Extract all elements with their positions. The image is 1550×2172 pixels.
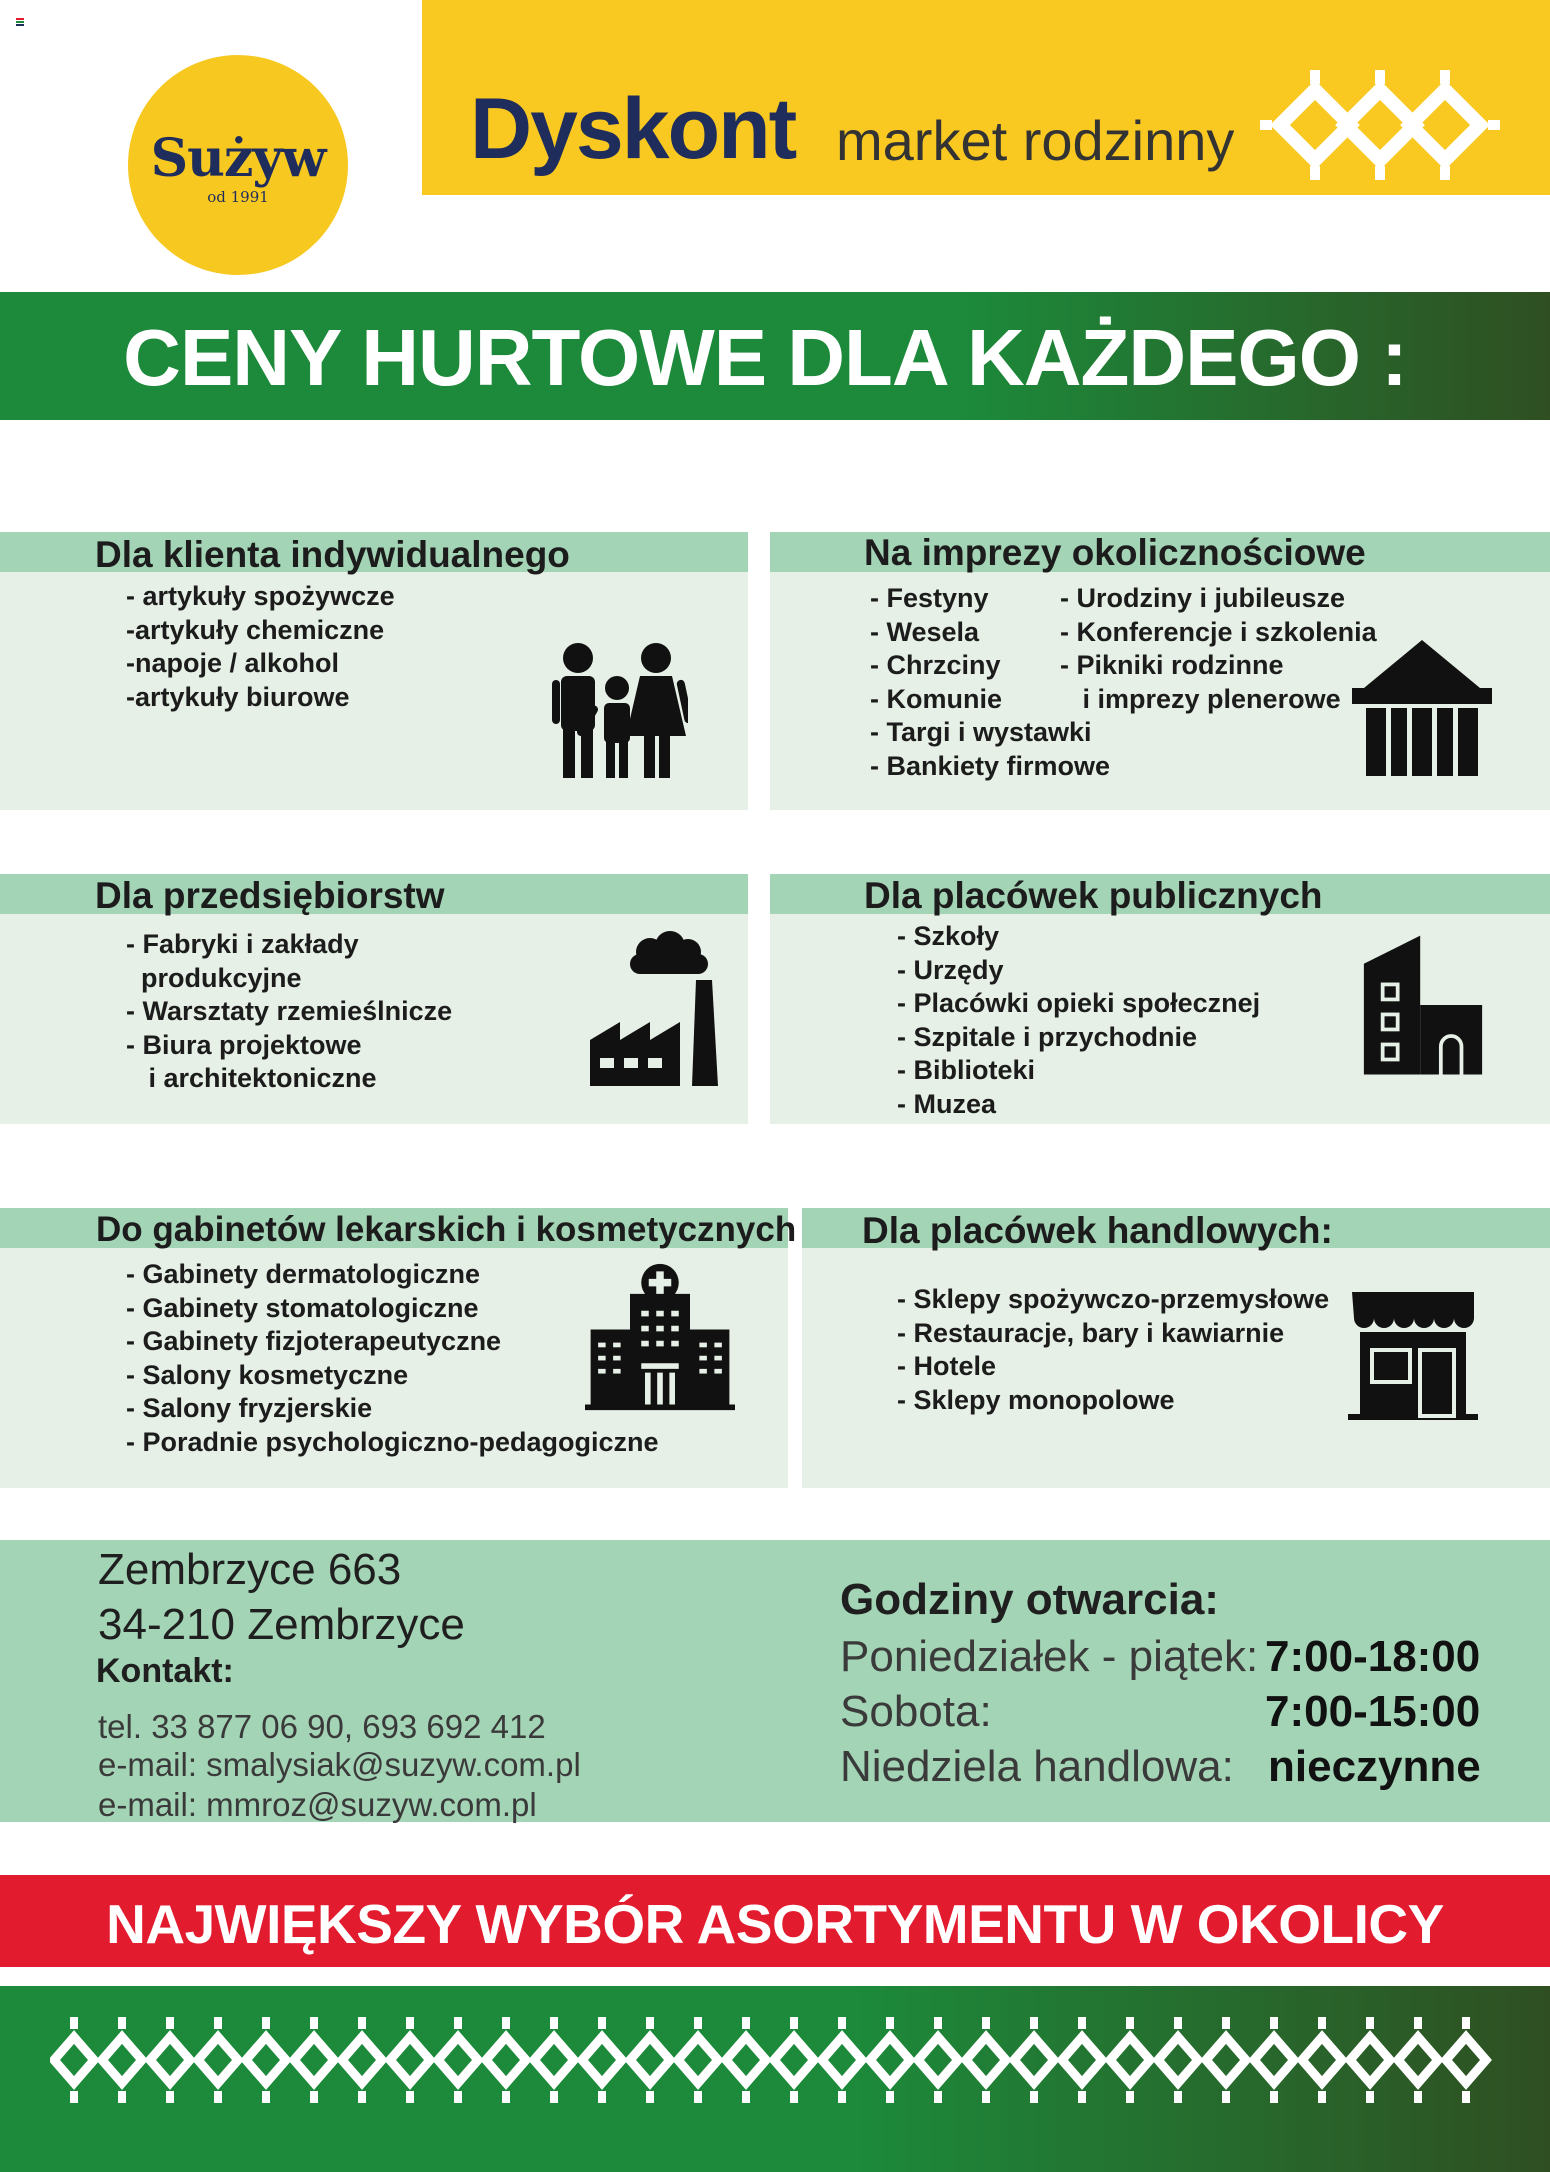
- section-list: - artykuły spożywcze -artykuły chemiczne -napoje / alkohol -artykuły biurowe: [126, 581, 395, 712]
- section-list: - Gabinety dermatologiczne - Gabinety stomatologiczne - Gabinety fizjoterapeutyczne - Salony kosmetyczne - Salony fryzjerskie - Poradnie psychologiczno-pedagogiczne: [126, 1259, 659, 1457]
- factory-icon: [588, 930, 728, 1090]
- section-title: Dla placówek publicznych: [864, 875, 1323, 916]
- hours-time: 7:00-18:00: [1265, 1632, 1481, 1681]
- folk-pattern-icon: [50, 2015, 1500, 2105]
- hours-day: Sobota:: [840, 1687, 992, 1736]
- shop-icon: [1348, 1292, 1478, 1422]
- section-list: - Szkoły - Urzędy - Placówki opieki społecznej - Szpitale i przychodnie - Biblioteki - Muzea: [897, 921, 1261, 1119]
- hours-day: Niedziela handlowa:: [840, 1742, 1234, 1791]
- pavilion-icon: [1352, 638, 1492, 778]
- section-list: - Sklepy spożywczo-przemysłowe - Restauracje, bary i kawiarnie - Hotele - Sklepy monopolowe: [897, 1284, 1330, 1415]
- hours-time: 7:00-15:00: [1265, 1687, 1481, 1736]
- email-address: e-mail: mmroz@suzyw.com.pl: [98, 1786, 537, 1823]
- logo-since: od 1991: [207, 188, 269, 206]
- section-list: - Festyny - Wesela - Chrzciny - Komunie - Targi i wystawki - Bankiety firmowe: [870, 583, 1111, 781]
- section-title: Dla przedsiębiorstw: [95, 875, 445, 916]
- family-icon: [548, 640, 688, 780]
- section-title: Na imprezy okolicznościowe: [864, 532, 1366, 573]
- contact-label: Kontakt:: [96, 1652, 234, 1690]
- section-list-secondary: - Urodziny i jubileusze - Konferencje i szkolenia - Pikniki rodzinne i imprezy plenerowe: [1060, 583, 1377, 714]
- brand-subtitle: market rodzinny: [836, 109, 1235, 172]
- address-line: Zembrzyce 663: [98, 1545, 402, 1594]
- email-address: e-mail: smalysiak@suzyw.com.pl: [98, 1746, 581, 1783]
- hours-title: Godziny otwarcia:: [840, 1575, 1219, 1624]
- hours-time: nieczynne: [1268, 1742, 1481, 1791]
- section-title: Dla placówek handlowych:: [862, 1210, 1333, 1251]
- main-headline: CENY HURTOWE DLA KAŻDEGO :: [123, 313, 1407, 402]
- phone-number: tel. 33 877 06 90, 693 692 412: [98, 1708, 546, 1745]
- address-line: 34-210 Zembrzyce: [98, 1600, 465, 1649]
- section-list: - Fabryki i zakłady produkcyjne - Warsztaty rzemieślnicze - Biura projektowe i architektoniczne: [126, 929, 453, 1093]
- promo-text: NAJWIĘKSZY WYBÓR ASORTYMENTU W OKOLICY: [106, 1893, 1444, 1955]
- hours-day: Poniedziałek - piątek:: [840, 1632, 1259, 1681]
- folk-pattern-icon: [1260, 70, 1500, 180]
- hospital-icon: [580, 1262, 740, 1412]
- section-title: Dla klienta indywidualnego: [95, 534, 570, 575]
- section-title: Do gabinetów lekarskich i kosmetycznych: [96, 1210, 797, 1249]
- logo-name: Sużyw: [150, 128, 326, 189]
- brand-title: Dyskont: [470, 81, 796, 177]
- public-building-icon: [1362, 932, 1484, 1080]
- corner-mark: [16, 18, 24, 26]
